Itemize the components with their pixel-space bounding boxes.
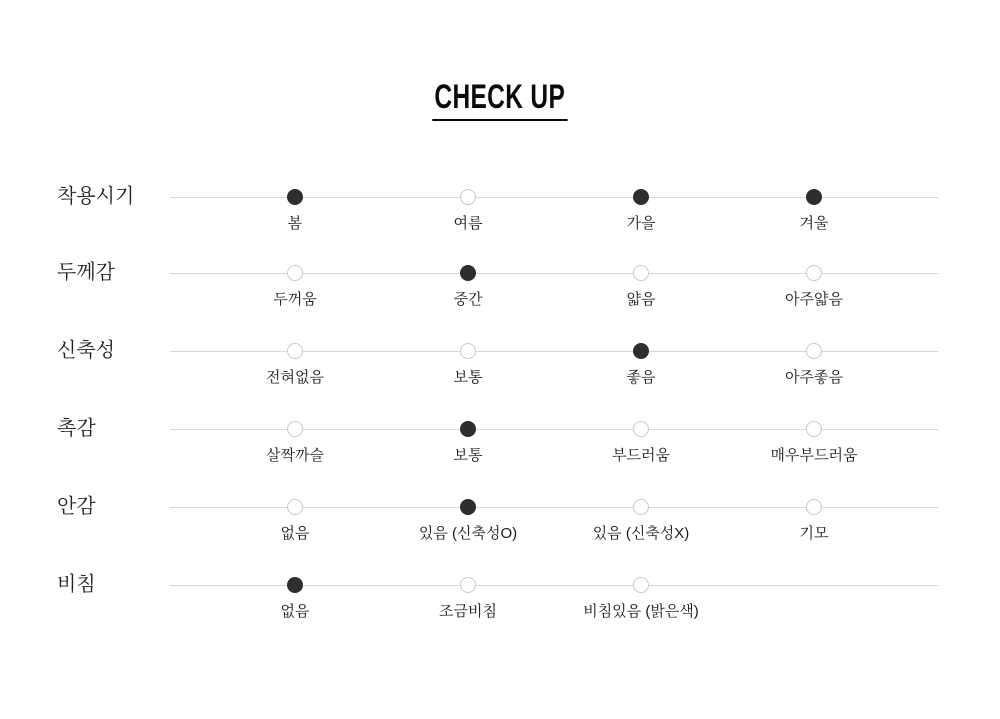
attribute-label: 착용시기 — [57, 185, 135, 208]
option-label: 봄 — [287, 215, 303, 232]
option-label: 없음 — [280, 525, 310, 542]
attribute-label: 신축성 — [57, 339, 115, 362]
option-dot — [460, 265, 476, 281]
option-dot — [287, 189, 303, 205]
scale-line — [170, 429, 938, 430]
attribute-label: 안감 — [57, 495, 96, 518]
option-dot — [633, 577, 649, 593]
option-dot — [287, 577, 303, 593]
page-title: CHECK UP — [432, 80, 567, 121]
option-dot — [806, 343, 822, 359]
option-dot — [633, 265, 649, 281]
option-dot — [287, 265, 303, 281]
option-label: 여름 — [453, 215, 483, 232]
option-label: 보통 — [453, 369, 483, 386]
option-dot — [806, 421, 822, 437]
attribute-label: 비침 — [57, 573, 96, 596]
option-label: 매우부드러움 — [770, 447, 858, 464]
option-label: 가을 — [626, 215, 656, 232]
option-label: 비침있음 (밝은색) — [583, 603, 699, 620]
option-dot — [460, 499, 476, 515]
option-label: 좋음 — [626, 369, 656, 386]
option-dot — [806, 499, 822, 515]
option-dot — [633, 189, 649, 205]
option-dot — [633, 343, 649, 359]
scale-line — [170, 197, 938, 198]
option-dot — [460, 189, 476, 205]
option-dot — [633, 421, 649, 437]
option-dot — [460, 343, 476, 359]
option-label: 얇음 — [626, 291, 656, 308]
option-label: 중간 — [453, 291, 483, 308]
option-dot — [806, 265, 822, 281]
option-dot — [633, 499, 649, 515]
option-label: 겨울 — [799, 215, 829, 232]
option-dot — [287, 421, 303, 437]
option-dot — [460, 421, 476, 437]
scale-line — [170, 585, 938, 586]
option-dot — [806, 189, 822, 205]
attribute-label: 촉감 — [57, 417, 96, 440]
option-label: 살짝까슬 — [266, 447, 324, 464]
option-label: 부드러움 — [612, 447, 670, 464]
option-label: 전혀없음 — [266, 369, 324, 386]
option-label: 있음 (신축성O) — [418, 525, 518, 542]
attribute-label: 두께감 — [57, 261, 115, 284]
scale-line — [170, 351, 938, 352]
option-label: 보통 — [453, 447, 483, 464]
option-label: 아주얇음 — [785, 291, 843, 308]
option-label: 없음 — [280, 603, 310, 620]
scale-line — [170, 273, 938, 274]
option-label: 있음 (신축성X) — [592, 525, 690, 542]
option-dot — [460, 577, 476, 593]
option-label: 두꺼움 — [273, 291, 317, 308]
option-label: 조금비침 — [439, 603, 497, 620]
option-dot — [287, 499, 303, 515]
option-label: 기모 — [799, 525, 829, 542]
scale-line — [170, 507, 938, 508]
option-label: 아주좋음 — [785, 369, 843, 386]
option-dot — [287, 343, 303, 359]
title-container — [0, 80, 1000, 121]
